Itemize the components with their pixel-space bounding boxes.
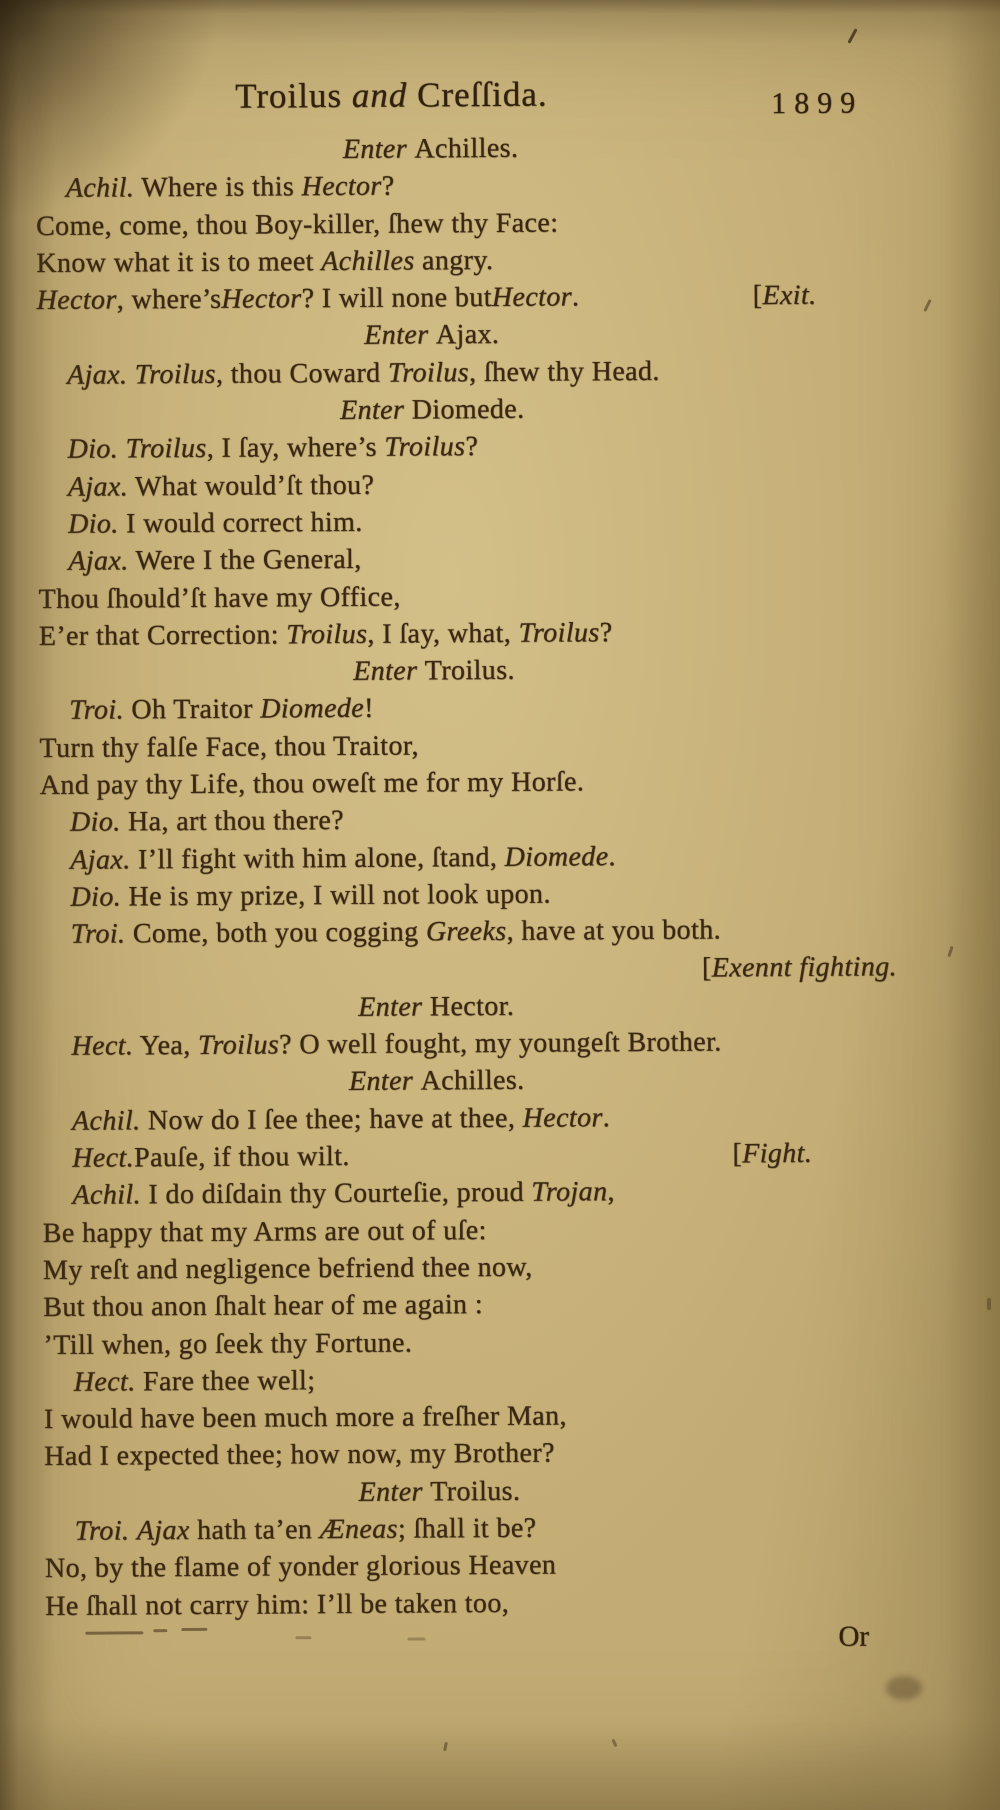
roman-text: . (608, 840, 617, 872)
italic-text: Æneas (319, 1513, 398, 1546)
italic-text: Hector (301, 171, 382, 203)
speech-line (38, 462, 968, 505)
italic-text: Dio. (70, 881, 122, 913)
roman-text: . (571, 281, 580, 313)
roman-text: He ſhall not carry him: I’ll be taken too, (45, 1587, 510, 1622)
roman-text: ? (381, 170, 395, 202)
italic-text: Enter (342, 133, 415, 165)
roman-text: I’ll fight with him alone, ſtand, (130, 841, 505, 876)
italic-text: Enter (358, 1476, 431, 1508)
italic-text: Fight. (742, 1137, 813, 1170)
italic-text: Enter (358, 991, 430, 1023)
italic-text: Ajax. (68, 545, 129, 578)
roman-text: I do diſdain thy Courteſie, proud (140, 1177, 532, 1211)
roman-text: ? I will none but (301, 282, 492, 315)
italic-text: Diomede (260, 693, 365, 725)
italic-text: Troilus (384, 431, 466, 464)
roman-text: , ſhew thy Head. (468, 355, 660, 388)
roman-text: What would’ſt thou? (127, 469, 375, 503)
roman-text: [ (752, 280, 763, 312)
italic-text: Hector (491, 281, 573, 314)
italic-text: Enter (348, 1065, 421, 1098)
roman-text: Thou ſhould’ſt have my Office, (38, 581, 401, 615)
speech-line (42, 1135, 812, 1177)
roman-text: Fare thee well; (135, 1364, 316, 1398)
roman-text: , I ſay, where’s (206, 432, 385, 465)
line-gap (350, 1135, 733, 1175)
speech-line (38, 537, 968, 580)
italic-text: Hect. (71, 1030, 134, 1062)
speech-line (45, 1507, 975, 1550)
italic-text: Hector (221, 283, 302, 315)
roman-text: Were I the General, (128, 544, 362, 577)
ink-speck (847, 28, 857, 44)
stage-direction-line (41, 986, 831, 1029)
italic-text: Exit. (762, 280, 817, 312)
roman-text: , I ſay, what, (367, 617, 519, 650)
roman-text: , thou Coward (215, 357, 389, 390)
roman-text: Troilus. (424, 654, 515, 687)
speech-line (40, 873, 970, 916)
roman-text: Be happy that my Arms are out of uſe: (42, 1214, 487, 1249)
roman-text: Where is this (134, 171, 302, 204)
italic-text: Trojan (531, 1176, 608, 1209)
roman-text: ? (465, 431, 479, 463)
roman-text: Hector. (429, 990, 515, 1023)
roman-text: , have at you both. (506, 914, 722, 948)
speech-line (39, 724, 969, 767)
speech-line (44, 1395, 974, 1438)
italic-text: Achil. (65, 172, 135, 205)
roman-text: Troilus. (430, 1475, 521, 1508)
speech-line (36, 239, 966, 282)
roman-text: I would correct him. (118, 506, 363, 540)
italic-text: Enter (339, 394, 412, 427)
stage-direction-line (44, 1470, 834, 1513)
speech-line (38, 500, 968, 543)
speech-line (44, 1432, 974, 1475)
italic-text: Ajax (136, 1514, 190, 1547)
page-content (35, 64, 976, 1770)
stage-direction-line (39, 650, 829, 693)
stage-direction-line (37, 314, 827, 357)
roman-text: My reſt and negligence befriend thee now, (42, 1251, 533, 1286)
italic-text: Troi. (69, 694, 125, 727)
italic-text: and (351, 75, 408, 115)
italic-text: Troi. (74, 1515, 130, 1547)
roman-text: ? (599, 617, 613, 649)
speech-line (43, 1208, 973, 1251)
speech-line (40, 798, 970, 841)
italic-text: Achil. (72, 1179, 142, 1212)
stage-direction-line (35, 128, 825, 171)
speech-line (45, 1581, 975, 1624)
roman-text: Know what it is to meet (36, 245, 322, 279)
italic-text: Dio. (69, 806, 121, 839)
italic-text: Enter (353, 655, 425, 688)
roman-text: Had I expected thee; how now, my Brother? (44, 1437, 555, 1473)
speech-line (41, 910, 971, 953)
roman-text: Achilles. (420, 1065, 525, 1097)
stage-direction-line (37, 389, 827, 432)
italic-text: Dio. (67, 433, 119, 466)
roman-text: [ (732, 1138, 743, 1170)
roman-text: Come, come, thou Boy-killer, ſhew thy Face: (35, 207, 559, 242)
speech-line (44, 1358, 974, 1401)
italic-text: Troilus (197, 1029, 280, 1062)
catchword: Or (838, 1620, 870, 1653)
roman-text: ’Till when, go ſeek thy Fortune. (43, 1327, 413, 1361)
ink-speck (987, 1298, 991, 1310)
page-header (35, 64, 965, 121)
page-number: 1899 (771, 86, 864, 121)
speech-line (43, 1320, 973, 1363)
speech-line (37, 351, 967, 394)
italic-text: Troilus (518, 617, 600, 649)
italic-text: Troilus (387, 356, 470, 389)
roman-text: Pauſe, if thou wilt. (133, 1140, 350, 1174)
roman-text: ! (363, 693, 374, 725)
italic-text: Troilus (125, 433, 207, 465)
italic-text: Troi. (70, 918, 126, 951)
speech-line (43, 1246, 973, 1289)
roman-text: , where’s (116, 283, 222, 316)
italic-text: Ajax. (67, 471, 129, 503)
page-title (235, 75, 548, 117)
roman-text: ; ſhall it be? (397, 1512, 537, 1545)
italic-text: Achil. (71, 1105, 141, 1137)
roman-text: And pay thy Life, thou oweſt me for my Horſe. (39, 766, 585, 802)
roman-text: Now do I ſee thee; have at thee, (140, 1102, 523, 1137)
roman-text: Ajax. (435, 319, 500, 351)
speech-line (39, 686, 969, 729)
roman-text: But thou anon ſhalt hear of me again : (43, 1289, 484, 1324)
ink-dash-mark (153, 1629, 167, 1632)
roman-text: No, by the flame of yonder glorious Heaven (44, 1549, 557, 1585)
roman-text: Troilus (235, 75, 352, 116)
roman-text: He is my prize, I will not look upon. (120, 878, 551, 913)
italic-text: Exennt fighting. (711, 950, 898, 984)
italic-text: Hector (522, 1101, 603, 1134)
speech-line (37, 425, 967, 468)
exit-direction-line (41, 948, 897, 991)
italic-text: Hector (36, 284, 117, 317)
roman-text: [ (701, 952, 712, 984)
roman-text: Ha, art thou there? (120, 805, 345, 838)
roman-text: Turn thy falſe Face, thou Traitor, (39, 730, 419, 764)
roman-text: angry. (414, 244, 494, 277)
ink-dash-mark (407, 1637, 425, 1640)
roman-text: Come, both you cogging (125, 916, 426, 950)
roman-text: . (602, 1101, 611, 1133)
stage-direction-line (42, 1060, 832, 1103)
roman-text: E’er that Correction: (38, 619, 287, 652)
roman-text: I would have been much more a freſher Man, (43, 1400, 567, 1436)
italic-text: Greeks (425, 916, 507, 948)
roman-text: Creſſida. (407, 74, 548, 115)
speech-line (38, 574, 968, 617)
speech-line (40, 761, 970, 804)
line-gap (579, 277, 753, 315)
italic-text: Hect. (73, 1366, 136, 1398)
italic-text: Achilles (321, 245, 415, 277)
speech-line (42, 1171, 972, 1214)
italic-text: Ajax. (66, 359, 128, 391)
speech-line (39, 612, 969, 655)
speech-line (42, 1097, 972, 1140)
speech-line (36, 201, 966, 244)
italic-text: Diomede (504, 840, 609, 873)
roman-text: Diomede. (411, 393, 525, 426)
speech-line (36, 277, 816, 319)
inline-stage-direction (732, 1135, 812, 1173)
roman-text: Achilles. (414, 132, 519, 165)
italic-text: Troilus (286, 618, 368, 651)
text-block (35, 127, 975, 1625)
roman-text: ? O well fought, my youngeſt Brother. (279, 1026, 722, 1061)
roman-text: Yea, (133, 1030, 199, 1062)
speech-line (41, 1022, 971, 1065)
speech-line (36, 164, 966, 207)
italic-text: Enter (364, 319, 436, 352)
roman-text: , (607, 1176, 615, 1208)
ink-dash-mark (295, 1636, 311, 1639)
speech-line (40, 835, 970, 878)
inline-stage-direction (753, 277, 817, 315)
italic-text: Ajax. (70, 844, 131, 876)
paper-stain (886, 1676, 922, 1700)
italic-text: Troilus (134, 358, 216, 391)
italic-text: Dio. (67, 508, 119, 540)
speech-line (45, 1544, 975, 1587)
ink-dash-mark (181, 1628, 207, 1631)
roman-text: Oh Traitor (123, 693, 261, 726)
ink-dash-mark (85, 1631, 143, 1634)
italic-text: Hect. (72, 1142, 135, 1174)
roman-text: hath ta’en (189, 1514, 320, 1546)
speech-line (43, 1283, 973, 1326)
